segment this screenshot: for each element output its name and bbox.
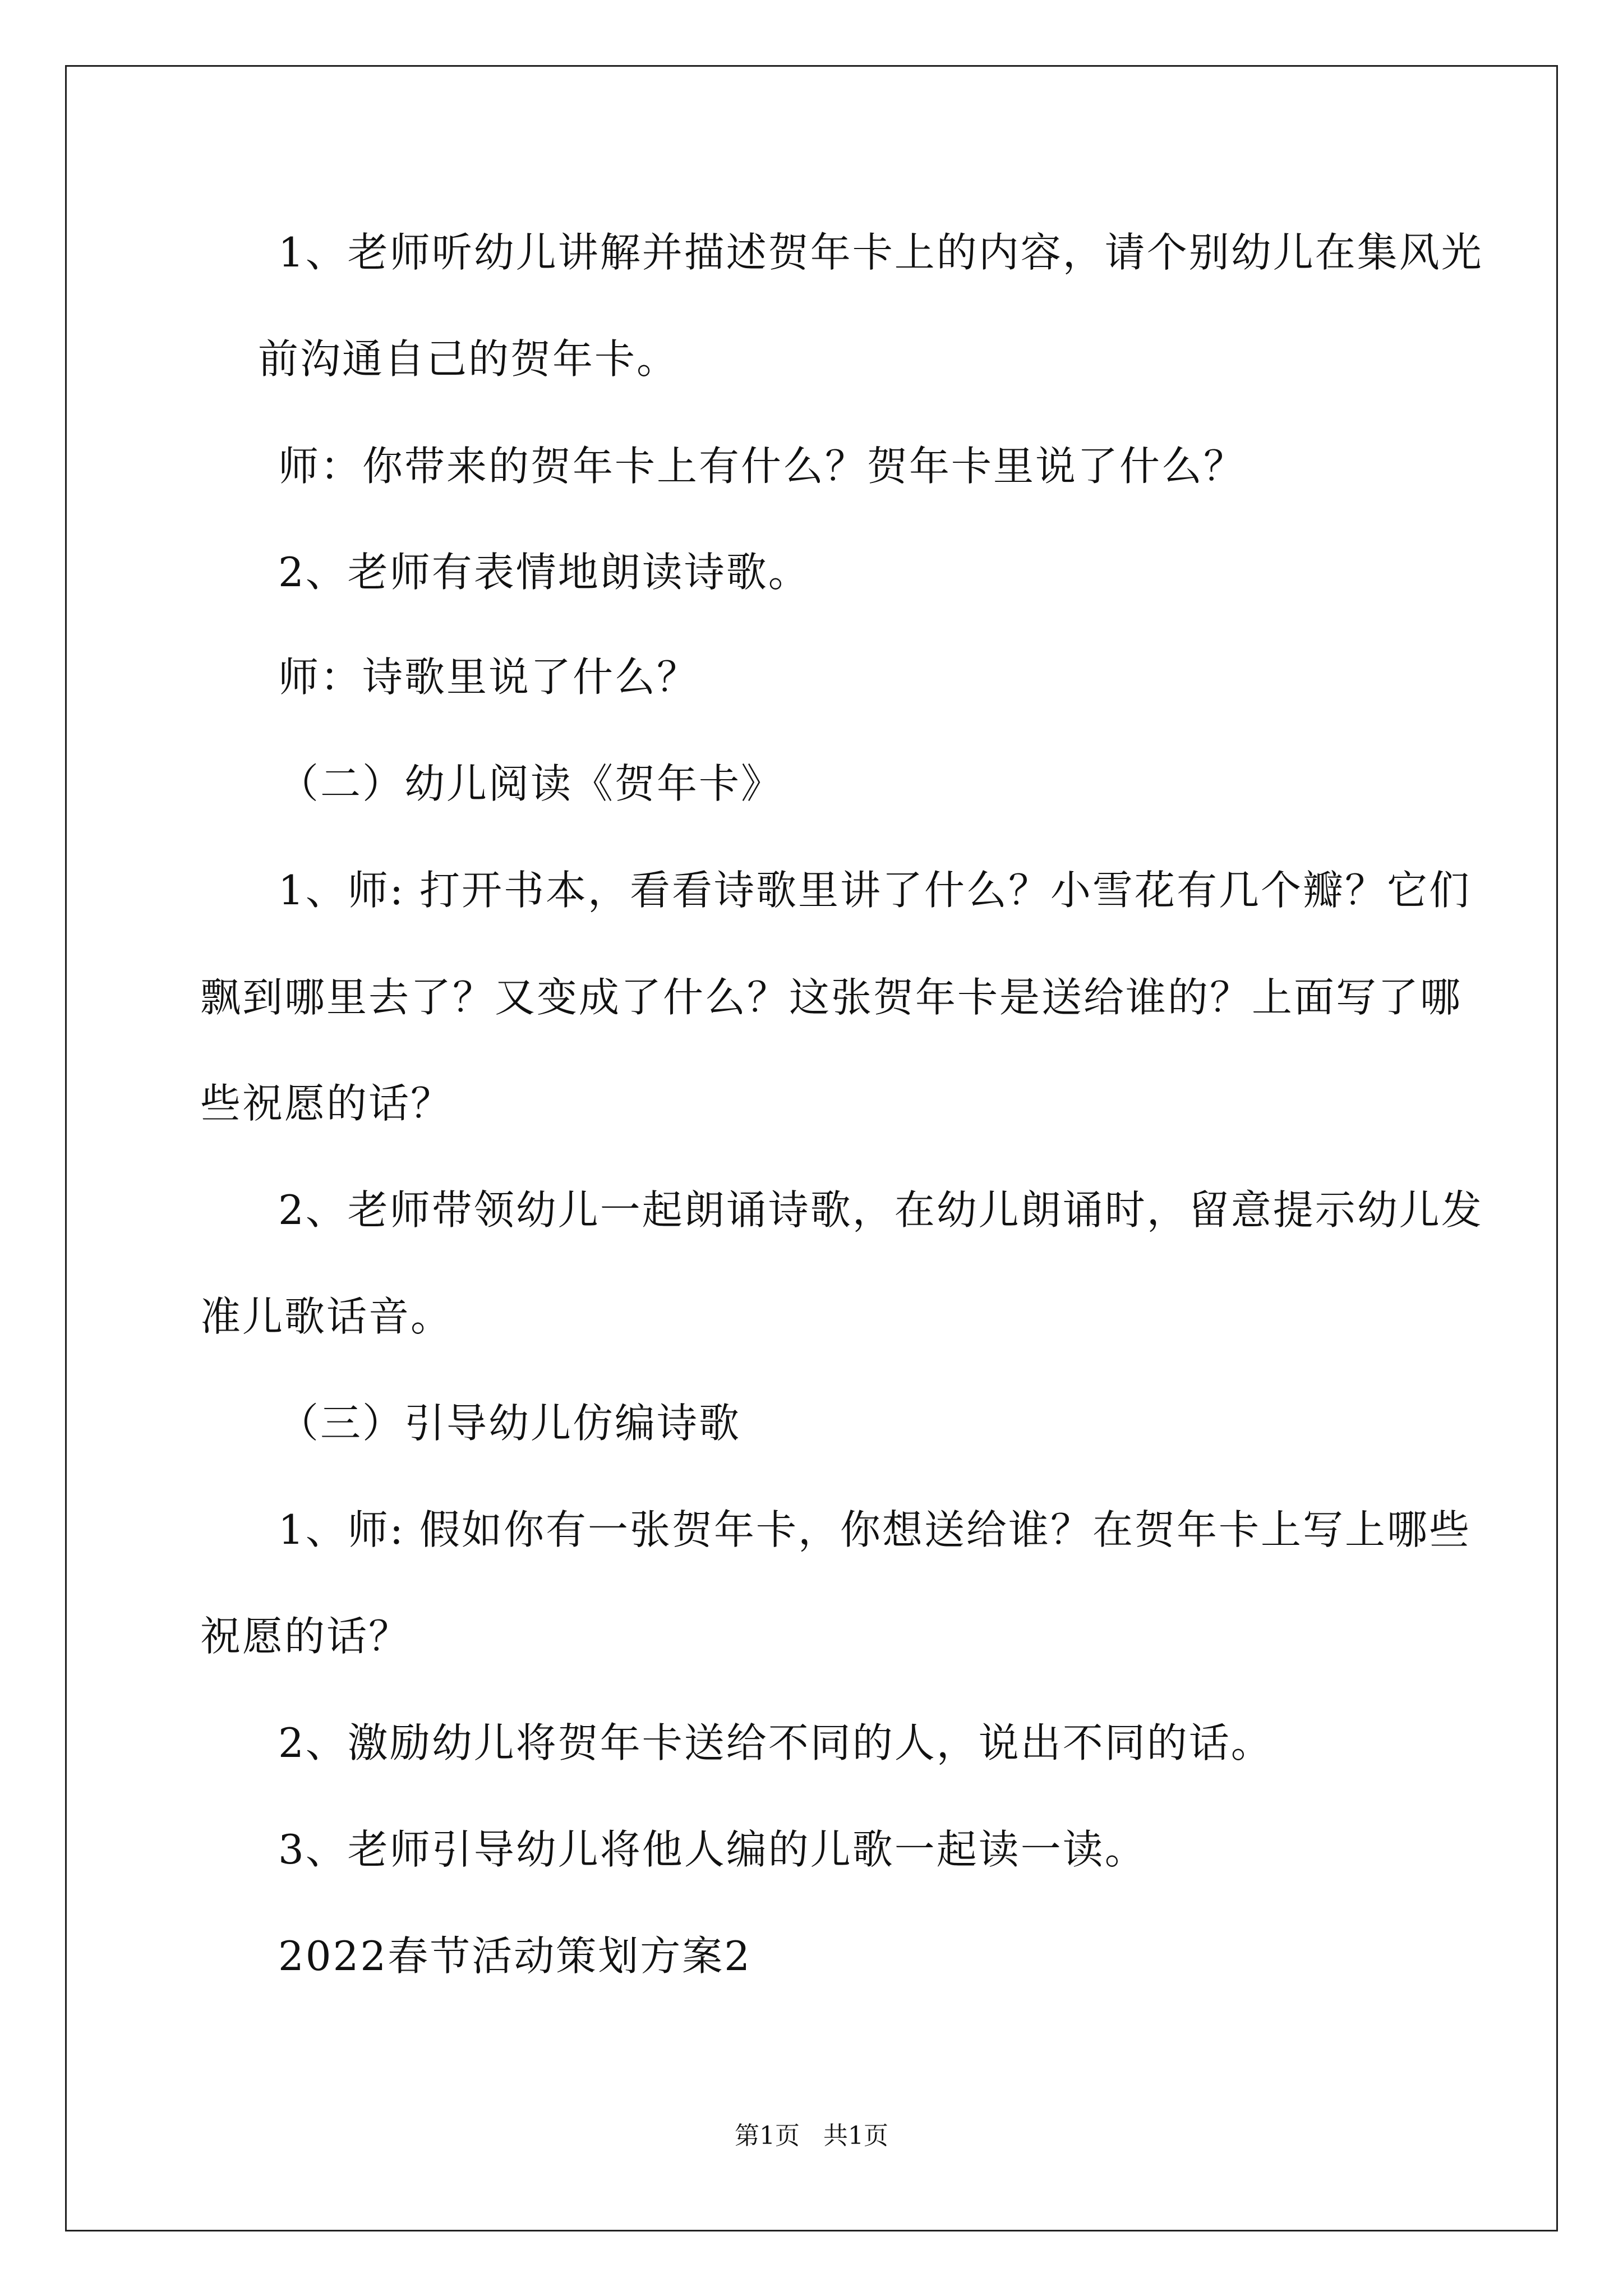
text-line: 2、老师带领幼儿一起朗诵诗歌，在幼儿朗诵时，留意提示幼儿发 xyxy=(278,1186,1483,1234)
text-line: 1、师: 打开书本，看看诗歌里讲了什么？小雪花有几个瓣？它们 xyxy=(278,867,1471,914)
text-line: 2、激励幼儿将贺年卡送给不同的人，说出不同的话。 xyxy=(278,1719,1273,1766)
document-title: 2022春节活动策划方案2 xyxy=(278,1932,752,1980)
text-line: 1、师: 假如你有一张贺年卡，你想送给谁？在贺年卡上写上哪些 xyxy=(278,1506,1471,1553)
section-heading: （三）引导幼儿仿编诗歌 xyxy=(278,1400,741,1447)
text-line: 3、老师引导幼儿将他人编的儿歌一起读一读。 xyxy=(278,1826,1147,1873)
section-heading: （二）幼儿阅读《贺年卡》 xyxy=(278,760,783,807)
page-footer: 第1页 共1页 xyxy=(735,2122,888,2150)
text-line: 准儿歌话音。 xyxy=(200,1293,453,1340)
text-line: 前沟通自己的贺年卡。 xyxy=(258,335,679,383)
text-line: 师：诗歌里说了什么？ xyxy=(278,654,699,701)
page-frame xyxy=(65,65,1558,2231)
text-line: 祝愿的话？ xyxy=(200,1613,411,1660)
text-line: 些祝愿的话？ xyxy=(200,1080,453,1127)
text-line: 师：你带来的贺年卡上有什么？贺年卡里说了什么？ xyxy=(278,443,1246,490)
text-line: 1、老师听幼儿讲解并描述贺年卡上的内容，请个别幼儿在集风光 xyxy=(278,229,1483,276)
text-line: 飘到哪里去了？又变成了什么？这张贺年卡是送给谁的？上面写了哪 xyxy=(200,974,1463,1021)
text-line: 2、老师有表情地朗读诗歌。 xyxy=(278,549,810,596)
